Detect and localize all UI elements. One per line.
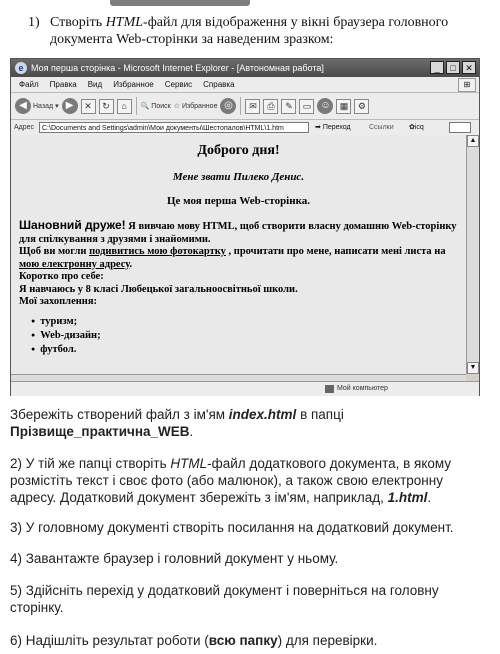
address-input[interactable]: C:\Documents and Settings\admin\Мои документы\Шестопалов\HTML\1.htm: [39, 122, 309, 133]
discuss-icon[interactable]: ▭: [299, 99, 314, 114]
about-title: Коротко про себе:: [19, 271, 104, 282]
page-content: [11, 135, 466, 374]
greeting-text: Шановний друже!: [19, 218, 126, 232]
windows-flag-icon: ⊞: [458, 78, 476, 92]
go-button[interactable]: ➡ Переход: [315, 124, 351, 131]
menu-view[interactable]: Вид: [87, 80, 103, 89]
list-item: ● футбол.: [31, 343, 466, 357]
menu-file[interactable]: Файл: [19, 80, 39, 89]
ie-logo-icon: e: [15, 62, 27, 74]
task2-html-word: HTML: [170, 456, 208, 471]
menu-favorites[interactable]: Избранное: [113, 80, 154, 89]
save-text-c: .: [189, 424, 194, 439]
task1-text-a: Створіть: [50, 15, 106, 30]
task2-text-b: -файл додаткового документа, в якому розмістіть текст і своє фото (або малюнок), а також свою електронну адресу. Додатковий документ збережіть з ім'ям, наприклад,: [10, 456, 452, 505]
top-edge-strip: [110, 0, 250, 6]
icq-label: icq: [414, 124, 424, 131]
email-link[interactable]: мою електронну адресу: [19, 258, 130, 270]
task-2: [10, 455, 490, 506]
back-arrow-icon: ◀: [15, 98, 31, 114]
task2-filename: 1.html: [387, 490, 428, 505]
list-item: ● Web-дизайн;: [31, 329, 466, 343]
title-bar: [11, 59, 479, 77]
menu-edit[interactable]: Правка: [49, 80, 77, 89]
back-button[interactable]: [15, 98, 59, 114]
edit-icon[interactable]: ✎: [281, 99, 296, 114]
toolbar-mini-field[interactable]: [449, 122, 471, 133]
task2-text-a: 2) У тій же папці створіть: [10, 456, 171, 471]
research-icon[interactable]: ▦: [336, 99, 351, 114]
task6-text-c: ) для перевірки.: [277, 633, 378, 648]
task-1-heading: [28, 14, 488, 48]
list-item: ● туризм;: [31, 315, 466, 329]
links-button[interactable]: Ссылки: [369, 124, 394, 131]
media-icon[interactable]: ◎: [220, 98, 236, 114]
task2-text-c: .: [427, 490, 432, 505]
scroll-down-icon[interactable]: ▼: [467, 362, 479, 374]
page-intro-line: Це моя перша Web-сторінка.: [166, 195, 311, 207]
mail-icon[interactable]: ✉: [245, 99, 260, 114]
task-5: 5) Здійсніть перехід у додатковий документ і поверніться на головну сторінку.: [10, 583, 439, 615]
maximize-button[interactable]: □: [446, 61, 460, 74]
hobbies-list: [31, 315, 466, 357]
paragraph-2: [19, 246, 464, 271]
print-icon[interactable]: ⎙: [263, 99, 278, 114]
forward-button[interactable]: ▶: [62, 98, 78, 114]
go-label: Переход: [322, 124, 351, 131]
scroll-up-icon[interactable]: ▲: [467, 135, 479, 147]
menu-bar: [11, 77, 479, 93]
page-heading: Доброго дня!: [197, 143, 280, 158]
page-body: [19, 219, 464, 309]
task6-bold: всю папку: [208, 633, 278, 648]
save-text-b: в папці: [296, 407, 344, 422]
toolbar-separator: [136, 97, 137, 115]
paragraph-2-text-b: , прочитати про мене, написати мені листа на: [225, 246, 446, 257]
paragraph-2-text-c: .: [129, 258, 133, 270]
html-word: HTML: [105, 15, 144, 30]
search-icon: 🔍: [140, 103, 150, 110]
home-icon[interactable]: ⌂: [117, 99, 132, 114]
vertical-scrollbar[interactable]: [466, 135, 479, 374]
task-4: 4) Завантажте браузер і головний документ у ньому.: [10, 551, 339, 566]
close-button[interactable]: ✕: [462, 61, 476, 74]
paragraph-2-text-a: Щоб ви могли: [19, 246, 90, 257]
task-number: 1): [28, 15, 40, 30]
hobbies-title: Мої захоплення:: [19, 296, 98, 307]
toolbar-separator: [240, 97, 241, 115]
minimize-button[interactable]: _: [430, 61, 444, 74]
browser-window: [10, 58, 480, 396]
school-line: Я навчаюсь у 8 класі Любецької загальноосвітньої школи.: [19, 283, 298, 295]
task-3: 3) У головному документі створіть посилання на додатковий документ.: [10, 520, 454, 535]
save-filename: index.html: [228, 407, 297, 422]
back-label: Назад: [33, 102, 54, 110]
menu-tools[interactable]: Сервис: [164, 80, 193, 89]
task1-line2: документа Web-сторінки за наведеним зразком:: [50, 32, 334, 47]
star-icon: ☆: [173, 103, 180, 110]
status-bar: [11, 381, 479, 396]
address-label: Адрес: [14, 124, 35, 131]
save-instruction: [10, 406, 490, 440]
save-folder: Прізвище_практична_WEB: [10, 424, 190, 439]
messenger-icon[interactable]: ☺: [317, 98, 333, 114]
dropdown-arrow-icon: ▾: [55, 103, 59, 110]
icq-button[interactable]: ✿icq: [409, 124, 424, 131]
favorites-button[interactable]: [174, 102, 218, 110]
stop-icon[interactable]: ✕: [81, 99, 96, 114]
paragraph-1-text: Я вивчаю мову HTML, щоб створити власну домашню Web-сторінку для спілкування з друзями і знайомими.: [19, 221, 457, 245]
search-button[interactable]: [141, 102, 171, 110]
task-6: [10, 632, 490, 649]
task6-text-a: 6) Надішліть результат роботи (: [10, 633, 209, 648]
task1-text-b: -файл для відображення у вікні браузера головного: [143, 15, 449, 30]
search-label: Поиск: [151, 102, 171, 110]
zone-label: Мой компьютер: [337, 385, 388, 392]
window-title: Моя перша сторінка - Microsoft Internet Explorer - [Автономная работа]: [31, 63, 324, 73]
page-author-line: Мене звати Пилеко Денис.: [172, 171, 305, 183]
photo-link[interactable]: подивитись мою фотокартку: [89, 246, 226, 257]
tools-icon[interactable]: ⚙: [354, 99, 369, 114]
menu-help[interactable]: Справка: [203, 80, 235, 89]
favorites-label: Избранное: [181, 102, 218, 110]
paragraph-1: [19, 219, 464, 246]
save-text-a: Збережіть створений файл з ім'ям: [10, 407, 229, 422]
refresh-icon[interactable]: ↻: [99, 99, 114, 114]
computer-icon: [325, 385, 334, 393]
toolbar: [11, 93, 479, 120]
